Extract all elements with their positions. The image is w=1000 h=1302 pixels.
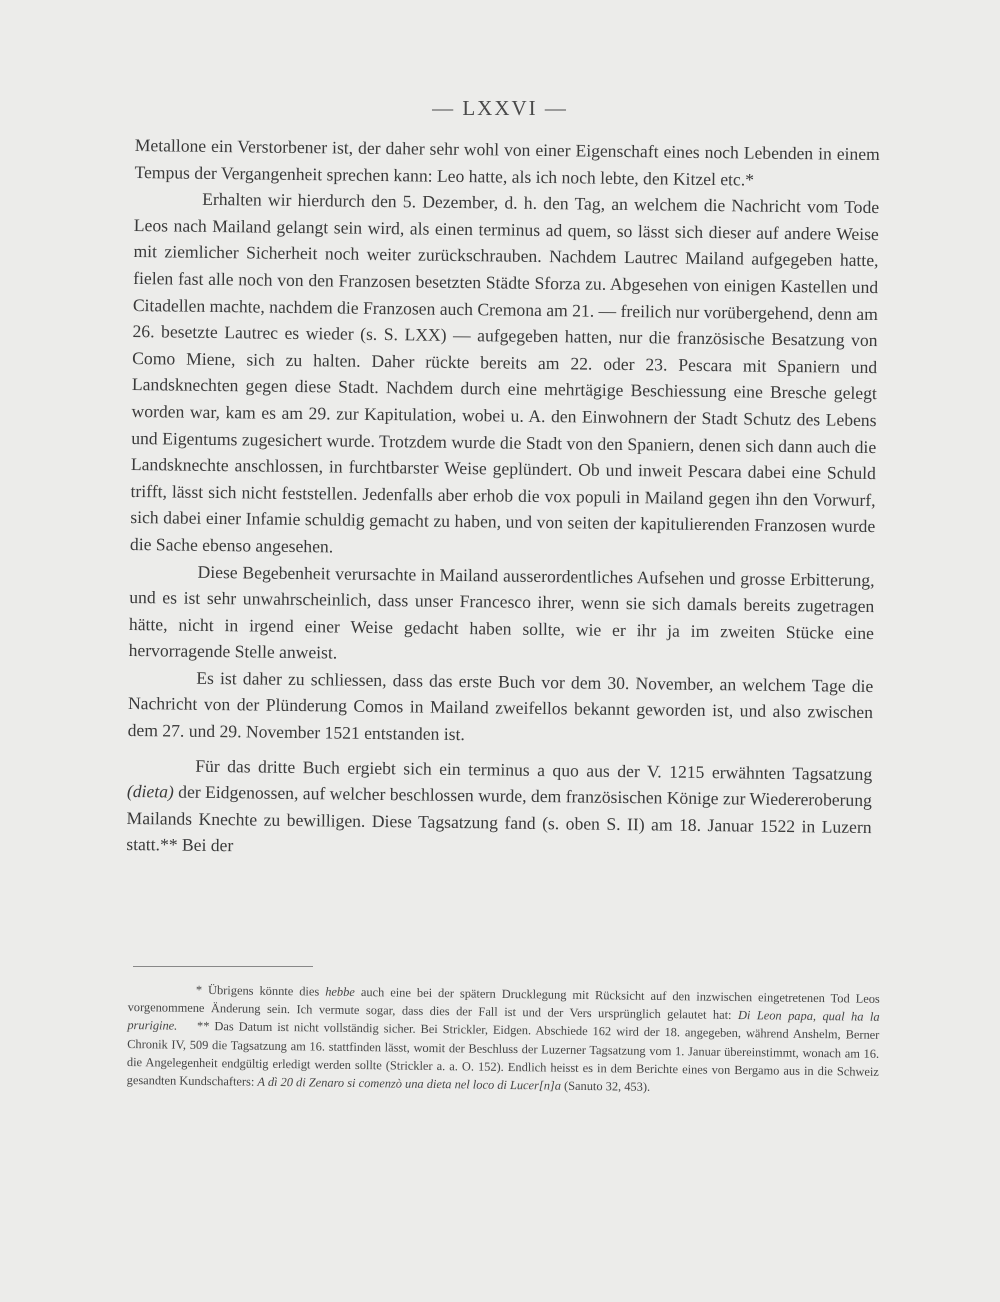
footnote-1-text-b: auch eine bei der spätern Drucklegung mit Rücksicht auf den inzwischen eingetretenen Tod Leos vorgenommene Änderung sein. Ich vermute sogar, dass dies der Fall ist und der Vers ursprünglich gelautet hat: [127, 984, 880, 1023]
paragraph-5-text-a: Für das dritte Buch ergiebt sich ein terminus a quo aus der V. 1215 erwähnten Tagsatzung [195, 755, 873, 784]
paragraph-4: Es ist daher zu schliessen, dass das erste Buch vor dem 30. November, an welchem Tage die Nachricht von der Plünderung Comos in Mailand zweifellos bekannt geworden ist, und also zwischen dem 27. und 29. November 1521 entstanden ist. [127, 667, 874, 745]
footnote-1-italic-2: Di Leon papa, qual ha la prurigine. [127, 1008, 880, 1034]
paragraph-5-text-b: der Eidgenossen, auf welcher beschlossen wurde, dem französischen Könige zur Wiedereroberung Mailands Knechte zu bewilligen. Diese Tagsatzung fand (s. oben S. II) am 18. Januar 1522 in Luzern statt.** Bei der [126, 781, 873, 856]
page-number: — LXXVI — [432, 96, 568, 120]
footnote-1-italic-1: hebbe [325, 984, 355, 999]
footnote-1-text-a: * Übrigens könnte dies [195, 982, 326, 999]
footnote-2-text-b: (Sanuto 32, 453). [560, 1078, 651, 1094]
footnote-2-italic: A dì 20 di Zenaro si comenzò una dieta nel loco di Lucer[n]a [257, 1074, 562, 1093]
footnote-divider [133, 966, 313, 967]
paragraph-5 [126, 752, 872, 867]
paragraph-3: Diese Begebenheit verursachte in Mailand ausserordentliches Aufsehen und grosse Erbitterung, und es ist sehr unwahrscheinlich, dass unser Francesco ihrer, wenn sie sich damals bereits zugetragen hätte, nicht in irgend einer Weise gedacht haben sollte, wie er ihr ja im zweiten Stücke eine hervorragende Stelle anweist. [128, 561, 875, 663]
paragraph-1: Metallone ein Verstorbener ist, der daher sehr wohl von einer Eigenschaft eines noch Lebenden in einem Tempus der Vergangenheit sprechen kann: Leo hatte, als ich noch lebte, den Kitzel etc.* [134, 134, 880, 190]
footnote-block [127, 980, 880, 1099]
footnotes [127, 980, 880, 1099]
paragraph-5-italic: (dieta) [126, 781, 174, 802]
main-text [126, 132, 880, 867]
paragraph-2: Erhalten wir hierdurch den 5. Dezember, d. h. den Tag, an welchem die Nachricht vom Tode Leos nach Mailand gelangt sein wird, als einen terminus ad quem, so lässt sich dieser auf andere Weise mit ziemlicher Sicherheit noch weiter zurückschrauben. Nachdem Lautrec Mailand aufgegeben hatte, fielen fast alle noch von den Franzosen besetzten Städte Sforza zu. Abgesehen von einigen Kastellen und Citadellen machte, nachdem die Franzosen auch Cremona am 21. — freilich nur vorübergehend, denn am 26. besetzte Lautrec es wieder (s. S. LXX) — aufgegeben hatten, nur die französische Besatzung von Como Miene, sich zu halten. Daher rückte bereits am 22. oder 23. Pescara mit Spaniern und Landsknechten gegen diese Stadt. Nachdem durch eine mehrtägige Beschiessung eine Bresche gelegt worden war, kam es am 29. zur Kapitulation, wobei u. A. den Einwohnern der Stadt Schutz des Lebens und Eigentums zugesichert wurde. Trotzdem wurde die Stadt von den Spaniern, denen sich dann auch die Landsknechte anschlossen, in furchtbarster Weise geplündert. Ob und inweit Pescara dabei eine Schuld trifft, lässt sich nicht feststellen. Jedenfalls aber erhob die vox populi in Mailand gegen ihn den Vorwurf, sich dabei einer Infamie schuldig gemacht zu haben, und von seiten der kapitulierenden Franzosen wurde die Sache ebenso angesehen. [129, 189, 880, 557]
footnote-2-text-a: ** Das Datum ist nicht vollständig sicher. Bei Strickler, Eidgen. Abschiede 162 wird der 18. angegeben, während Anshelm, Berner Chronik IV, 509 die Tagsatzung am 16. stattfinden lässt, womit der Beschluss der Luzerner Tagsatzung vom 1. Januar übereinstimmt, wonach am 16. die Angelegenheit endgültig erledigt werden sollte (Strickler a. a. O. 152). Endlich heisst es in dem Berichte eines von Bergamo aus in die Schweiz gesandten Kundschafters: [126, 1019, 880, 1089]
